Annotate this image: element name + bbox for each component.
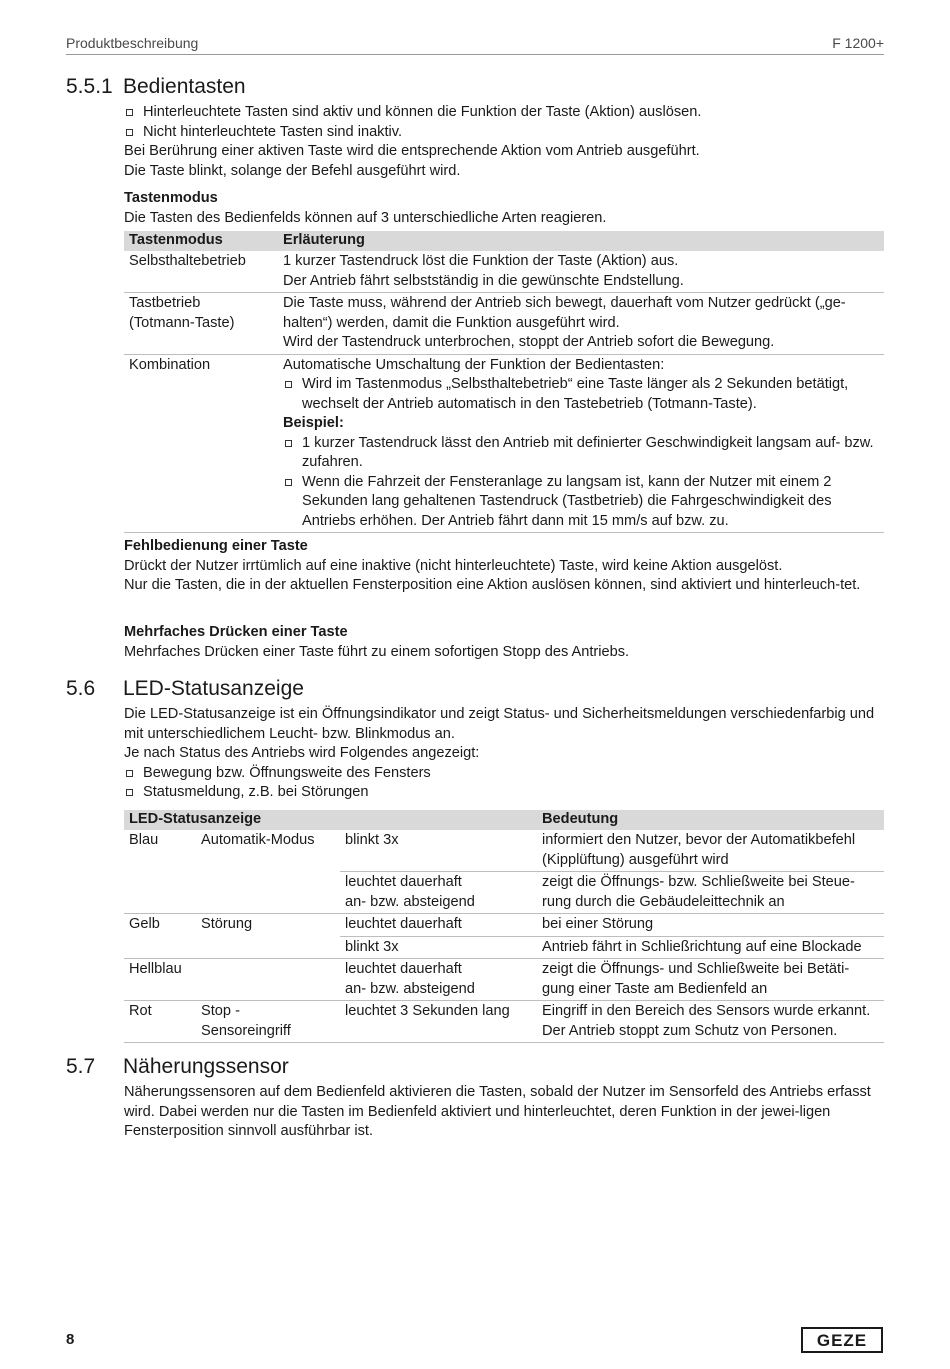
table-header: Bedeutung (537, 810, 884, 830)
table-cell (196, 1001, 340, 1043)
paragraph: Näherungssensoren auf dem Bedienfeld aktivieren die Tasten, sobald der Nutzer im Sensorfeld des Antriebs erfasst wird. Dabei werden nur die Tasten im Bedienfeld aktiviert und hinterleuchtet, deren Funktion in der jewei-ligen Fensterposition sinnvoll ausführbar ist. (124, 1084, 871, 1139)
table-cell: Blau (124, 830, 196, 914)
section-number: 5.6 (66, 677, 96, 700)
table-cell: leuchtet dauerhaft (340, 914, 537, 937)
section-number: 5.7 (66, 1055, 96, 1078)
table-cell: blinkt 3x (340, 936, 537, 959)
section-heading-57 (66, 1055, 886, 1081)
section-number: 5.5.1 (66, 75, 113, 98)
paragraph: Die Taste blinkt, solange der Befehl ausgeführt wird. (124, 162, 461, 179)
paragraph: Je nach Status des Antriebs wird Folgendes angezeigt: (124, 745, 480, 761)
cell-line: Tastbetrieb (129, 295, 201, 311)
table-cell: Automatik-Modus (196, 830, 340, 914)
cell-line: Sensoreingriff (201, 1022, 291, 1039)
cell-line: Der Antrieb stoppt zum Schutz von Personen. (542, 1022, 838, 1039)
list-item: Statusmeldung, z.B. bei Störungen (124, 783, 886, 803)
fehlbedienung-block (124, 537, 886, 596)
tastenmodus-block (124, 189, 886, 228)
paragraph: Die Tasten des Bedienfelds können auf 3 unterschiedliche Arten reagieren. (124, 209, 607, 226)
list-item: 1 kurzer Tastendruck lässt den Antrieb mit definierter Geschwindigkeit langsam auf- bzw. zufahren. (283, 434, 879, 473)
cell-line: Automatische Umschaltung der Funktion der Bedientasten: (283, 356, 665, 373)
table-row (124, 251, 884, 293)
section-heading-551 (66, 75, 886, 101)
page-number: 8 (66, 1331, 75, 1348)
table-cell: bei einer Störung (537, 914, 884, 937)
cell-line: (Totmann-Taste) (129, 314, 235, 331)
mehrfach-block (124, 623, 886, 662)
table-cell: Kombination (124, 354, 278, 533)
section-heading-56 (66, 677, 886, 703)
cell-line: Eingriff in den Bereich des Sensors wurde erkannt. (542, 1003, 871, 1019)
list-item: Nicht hinterleuchtete Tasten sind inaktiv. (124, 123, 886, 143)
table-row (124, 830, 884, 872)
table-header: LED-Statusanzeige (124, 810, 537, 830)
table-header: Erläuterung (278, 231, 884, 251)
cell-line: Stop - (201, 1003, 240, 1019)
logo-text: GEZE (816, 1331, 868, 1350)
table-row (124, 293, 884, 355)
cell-line: leuchtet dauerhaft (345, 874, 462, 890)
tastenmodus-table (124, 231, 884, 533)
table-cell: zeigt die Öffnungs- bzw. Schließweite bei Steue-rung durch die Gebäudeleittechnik an (537, 872, 884, 914)
table-cell (537, 1001, 884, 1043)
example-label: Beispiel: (283, 415, 344, 431)
cell-line: halten“) werden, damit die Funktion ausgeführt wird. (283, 314, 620, 331)
table-cell: Hellblau (124, 959, 196, 1001)
table-header: Tastenmodus (124, 231, 278, 251)
table-cell: Störung (196, 914, 340, 959)
table-cell: zeigt die Öffnungs- und Schließweite bei Betäti-gung einer Taste am Bedienfeld an (537, 959, 884, 1001)
cell-line: leuchtet dauerhaft (345, 961, 462, 977)
table-cell (278, 293, 884, 355)
table-cell: Antrieb fährt in Schließrichtung auf eine Blockade (537, 936, 884, 959)
list-item: Hinterleuchtete Tasten sind aktiv und können die Funktion der Taste (Aktion) auslösen. (124, 103, 886, 123)
paragraph: Drückt der Nutzer irrtümlich auf eine inaktive (nicht hinterleuchtete) Taste, wird keine Aktion ausgelöst. (124, 557, 783, 574)
table-cell (278, 354, 884, 533)
list-item: Bewegung bzw. Öffnungsweite des Fensters (124, 764, 886, 784)
table-cell: Selbsthaltebetrieb (124, 251, 278, 293)
header-section: Produktbeschreibung (66, 35, 199, 51)
section-title: Bedientasten (123, 75, 246, 98)
cell-line: an- bzw. absteigend (345, 980, 475, 997)
geze-logo (801, 1327, 883, 1353)
section-title: Näherungssensor (123, 1055, 289, 1078)
table-row (124, 354, 884, 533)
cell-line: Die Taste muss, während der Antrieb sich bewegt, dauerhaft vom Nutzer gedrückt („ge- (283, 295, 846, 311)
table-cell: Gelb (124, 914, 196, 959)
bedientasten-text (124, 103, 886, 181)
list-item: Wenn die Fahrzeit der Fensteranlage zu langsam ist, kann der Nutzer mit einem 2 Sekunden lang gehaltenen Tastendruck (Tastbetrieb) die Fahrgeschwindigkeit des Antriebs erhöhen. Der Antrieb fährt dann mit 15 mm/s auf bzw. zu. (283, 473, 879, 532)
cell-line: 1 kurzer Tastendruck löst die Funktion der Taste (Aktion) aus. (283, 253, 679, 269)
paragraph: Die LED-Statusanzeige ist ein Öffnungsindikator und zeigt Status- und Sicherheitsmeldungen verschiedenfarbig und mit unterschiedlichem Leucht- bzw. Blinkmodus an. (124, 706, 875, 742)
page-header (66, 34, 884, 55)
table-row (124, 1001, 884, 1043)
table-cell: leuchtet 3 Sekunden lang (340, 1001, 537, 1043)
subheading: Mehrfaches Drücken einer Taste (124, 624, 348, 640)
header-product: F 1200+ (832, 35, 884, 51)
table-cell (278, 251, 884, 293)
section-title: LED-Statusanzeige (123, 677, 304, 700)
table-cell (340, 959, 537, 1001)
led-table (124, 810, 884, 1043)
table-cell: informiert den Nutzer, bevor der Automatikbefehl (Kipplüftung) ausgeführt wird (537, 830, 884, 872)
table-row (124, 914, 884, 937)
table-cell: blinkt 3x (340, 830, 537, 872)
table-cell (124, 293, 278, 355)
sensor-text (124, 1083, 886, 1142)
led-text (124, 705, 886, 803)
cell-line: an- bzw. absteigend (345, 893, 475, 910)
table-row (124, 959, 884, 1001)
paragraph: Bei Berührung einer aktiven Taste wird die entsprechende Aktion vom Antrieb ausgeführt. (124, 143, 700, 159)
subheading: Tastenmodus (124, 190, 218, 206)
cell-line: Der Antrieb fährt selbstständig in die gewünschte Endstellung. (283, 272, 684, 289)
table-cell (196, 959, 340, 1001)
list-item: Wird im Tastenmodus „Selbsthaltebetrieb“ eine Taste länger als 2 Sekunden betätigt, wechselt der Antrieb automatisch in den Tastebetrieb (Totmann-Taste). (283, 375, 879, 414)
table-cell (340, 872, 537, 914)
subheading: Fehlbedienung einer Taste (124, 538, 308, 554)
paragraph: Nur die Tasten, die in der aktuellen Fensterposition eine Aktion auslösen können, sind aktiviert und hinterleuch-tet. (124, 577, 861, 593)
cell-line: Wird der Tastendruck unterbrochen, stoppt der Antrieb sofort die Bewegung. (283, 334, 775, 350)
paragraph: Mehrfaches Drücken einer Taste führt zu einem sofortigen Stopp des Antriebs. (124, 643, 630, 660)
table-cell: Rot (124, 1001, 196, 1043)
